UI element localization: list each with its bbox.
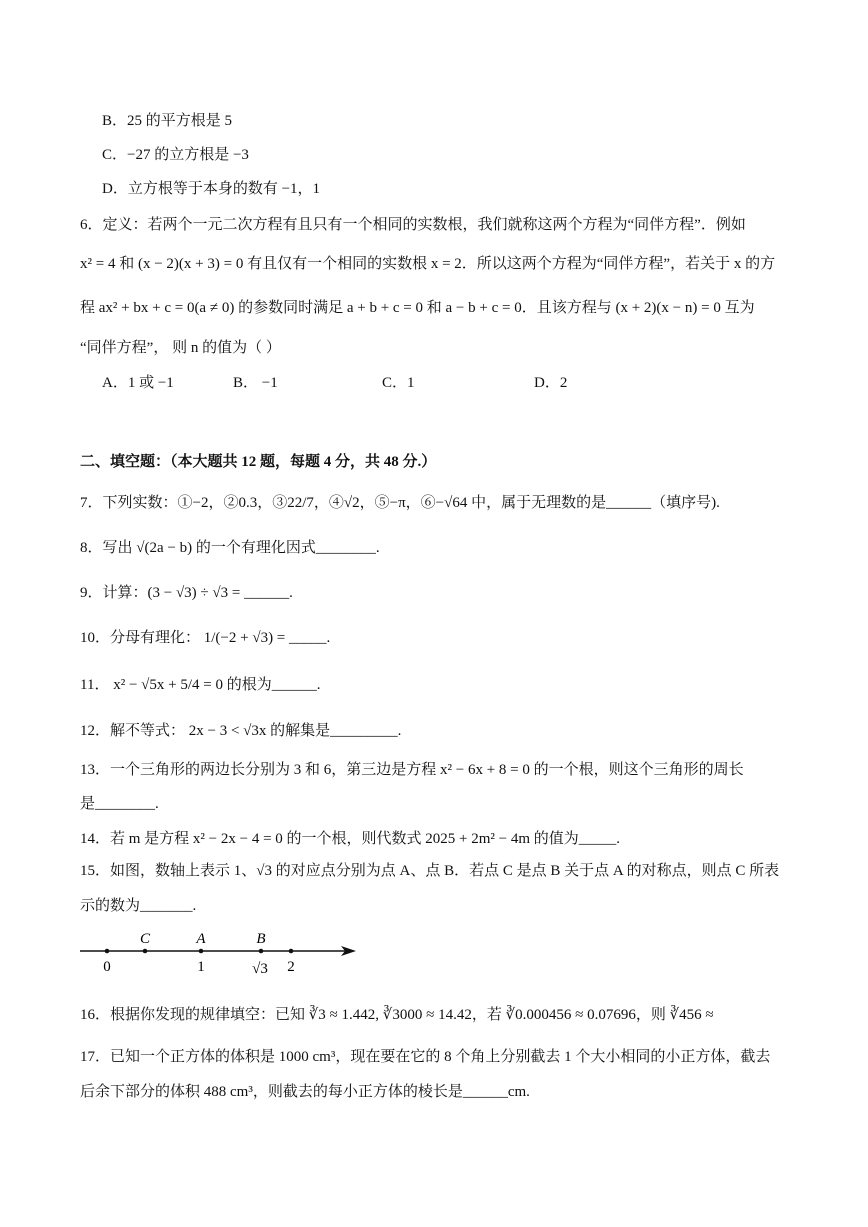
q17-line-1: 17．已知一个正方体的体积是 1000 cm³，现在要在它的 8 个角上分别截去 1 个大小相同的小正方体，截去	[80, 1049, 771, 1065]
q6-option-d: D．2	[534, 375, 568, 391]
q11: 11． x² − √5x + 5/4 = 0 的根为______.	[80, 677, 321, 693]
q6-line-2: x² = 4 和 (x − 2)(x + 3) = 0 有且仅有一个相同的实数根 x = 2．所以这两个方程为“同伴方程”，若关于 x 的方	[80, 256, 776, 272]
label-c: C	[139, 931, 151, 947]
q9: 9．计算：(3 − √3) ÷ √3 = ______.	[80, 585, 293, 601]
q6-option-c: C．1	[382, 375, 415, 391]
point-b	[259, 949, 264, 954]
label-sqrt3: √3	[252, 961, 268, 977]
q15-line-1: 15．如图，数轴上表示 1、√3 的对应点分别为点 A、点 B．若点 C 是点 B 关于点 A 的对称点，则点 C 所表	[80, 863, 780, 879]
label-a: A	[196, 931, 206, 947]
q6-line-1: 6．定义：若两个一元二次方程有且只有一个相同的实数根，我们就称这两个方程为“同伴方程”．例如	[80, 217, 746, 233]
q17-line-2: 后余下部分的体积 488 cm³，则截去的每小正方体的棱长是______cm.	[80, 1084, 530, 1100]
q16: 16．根据你发现的规律填空：已知 ∛3 ≈ 1.442, ∛3000 ≈ 14.42，若 ∛0.000456 ≈ 0.07696，则 ∛456 ≈	[80, 1007, 714, 1023]
label-b: B	[256, 931, 266, 947]
label-two: 2	[287, 959, 295, 975]
point-two	[289, 949, 294, 954]
q8: 8．写出 √(2a − b) 的一个有理化因式________.	[80, 540, 380, 556]
section-2-heading: 二、填空题：（本大题共 12 题，每题 4 分，共 48 分.）	[80, 454, 437, 470]
q5-option-d: D．立方根等于本身的数有 −1，1	[102, 181, 321, 197]
q13-line-1: 13．一个三角形的两边长分别为 3 和 6，第三边是方程 x² − 6x + 8 = 0 的一个根，则这个三角形的周长	[80, 762, 744, 778]
number-line-figure	[75, 925, 365, 985]
q15-line-2: 示的数为_______.	[80, 898, 197, 914]
point-a	[199, 949, 204, 954]
q5-option-c: C．−27 的立方根是 −3	[102, 147, 249, 163]
q10: 10．分母有理化： 1/(−2 + √3) = _____.	[80, 630, 331, 646]
point-zero	[105, 949, 110, 954]
q6-line-4: “同伴方程”， 则 n 的值为（ ）	[80, 340, 281, 356]
q5-option-b: B．25 的平方根是 5	[102, 113, 233, 129]
label-zero: 0	[103, 959, 111, 975]
q7: 7．下列实数：①−2，②0.3，③22/7，④√2，⑤−π，⑥−√64 中，属于无理数的是______（填序号).	[80, 495, 720, 511]
q13-line-2: 是________.	[80, 796, 159, 812]
q6-option-b: B． −1	[233, 375, 278, 391]
q14: 14．若 m 是方程 x² − 2x − 4 = 0 的一个根，则代数式 2025 + 2m² − 4m 的值为_____.	[80, 831, 621, 847]
q6-option-a: A．1 或 −1	[102, 375, 174, 391]
q6-line-3: 程 ax² + bx + c = 0(a ≠ 0) 的参数同时满足 a + b + c = 0 和 a − b + c = 0．且该方程与 (x + 2)(x − n) = 0 互为	[80, 300, 755, 316]
label-one: 1	[197, 959, 205, 975]
point-c	[143, 949, 148, 954]
q12: 12．解不等式： 2x − 3 < √3x 的解集是_________.	[80, 723, 402, 739]
